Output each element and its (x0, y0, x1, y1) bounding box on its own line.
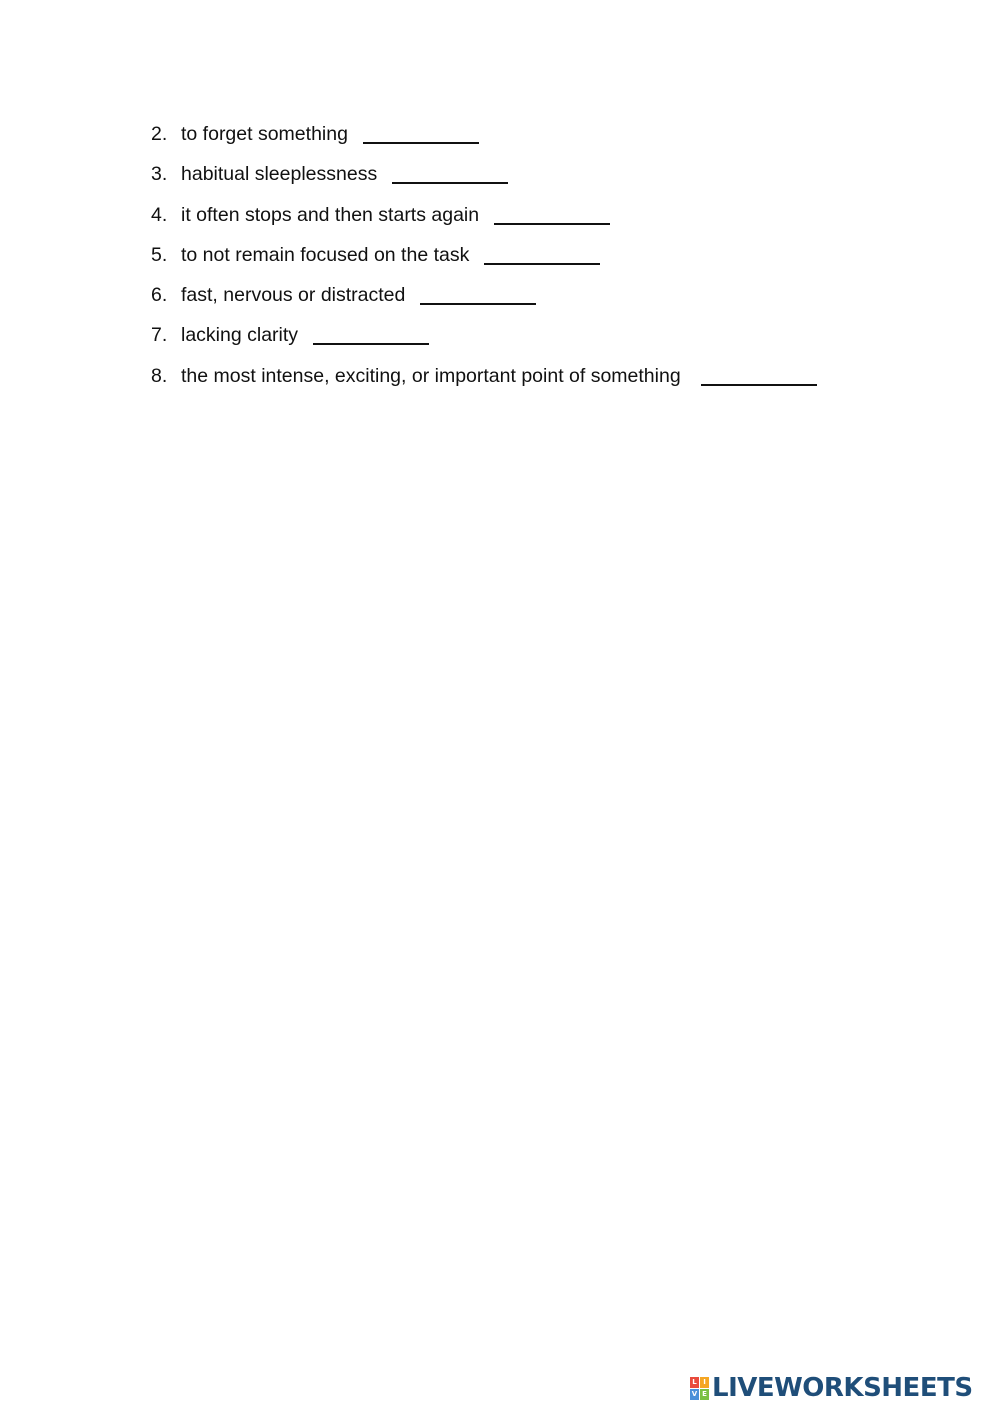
item-number: 3. (151, 163, 168, 186)
item-number: 4. (151, 203, 168, 226)
item-8 (151, 360, 817, 400)
answer-blank-8[interactable] (701, 360, 817, 386)
item-number: 2. (151, 123, 168, 145)
answer-blank-3[interactable] (392, 158, 508, 184)
logo-mark-letter: E (700, 1389, 709, 1400)
item-text: it often stops and then starts again (181, 203, 480, 226)
item-2 (151, 118, 817, 158)
item-text: to forget something (181, 123, 348, 145)
item-text: habitual sleeplessness (181, 163, 378, 186)
item-5 (151, 239, 817, 279)
answer-blank-2[interactable] (363, 118, 479, 144)
item-3 (151, 158, 817, 198)
item-number: 8. (151, 364, 168, 387)
item-number: 5. (151, 243, 168, 266)
logo-mark-icon (690, 1376, 710, 1400)
logo-mark-letter: L (690, 1377, 699, 1388)
answer-blank-4[interactable] (494, 199, 610, 225)
logo-mark-letter: V (691, 1390, 698, 1398)
item-number: 7. (151, 324, 168, 347)
item-text: fast, nervous or distracted (181, 284, 406, 307)
item-6 (151, 279, 817, 319)
item-text: to not remain focused on the task (181, 243, 470, 266)
item-7 (151, 319, 817, 359)
answer-blank-6[interactable] (420, 279, 536, 305)
item-text: the most intense, exciting, or important point of something (181, 364, 681, 387)
answer-blank-5[interactable] (484, 239, 600, 265)
item-4 (151, 199, 817, 239)
liveworksheets-logo (690, 1374, 973, 1402)
worksheet-items (151, 118, 817, 400)
answer-blank-7[interactable] (313, 319, 429, 345)
item-text: lacking clarity (181, 324, 299, 347)
logo-mark-letter: I (700, 1377, 709, 1388)
item-number: 6. (151, 284, 168, 307)
logo-text: LIVEWORKSHEETS (712, 1373, 973, 1403)
